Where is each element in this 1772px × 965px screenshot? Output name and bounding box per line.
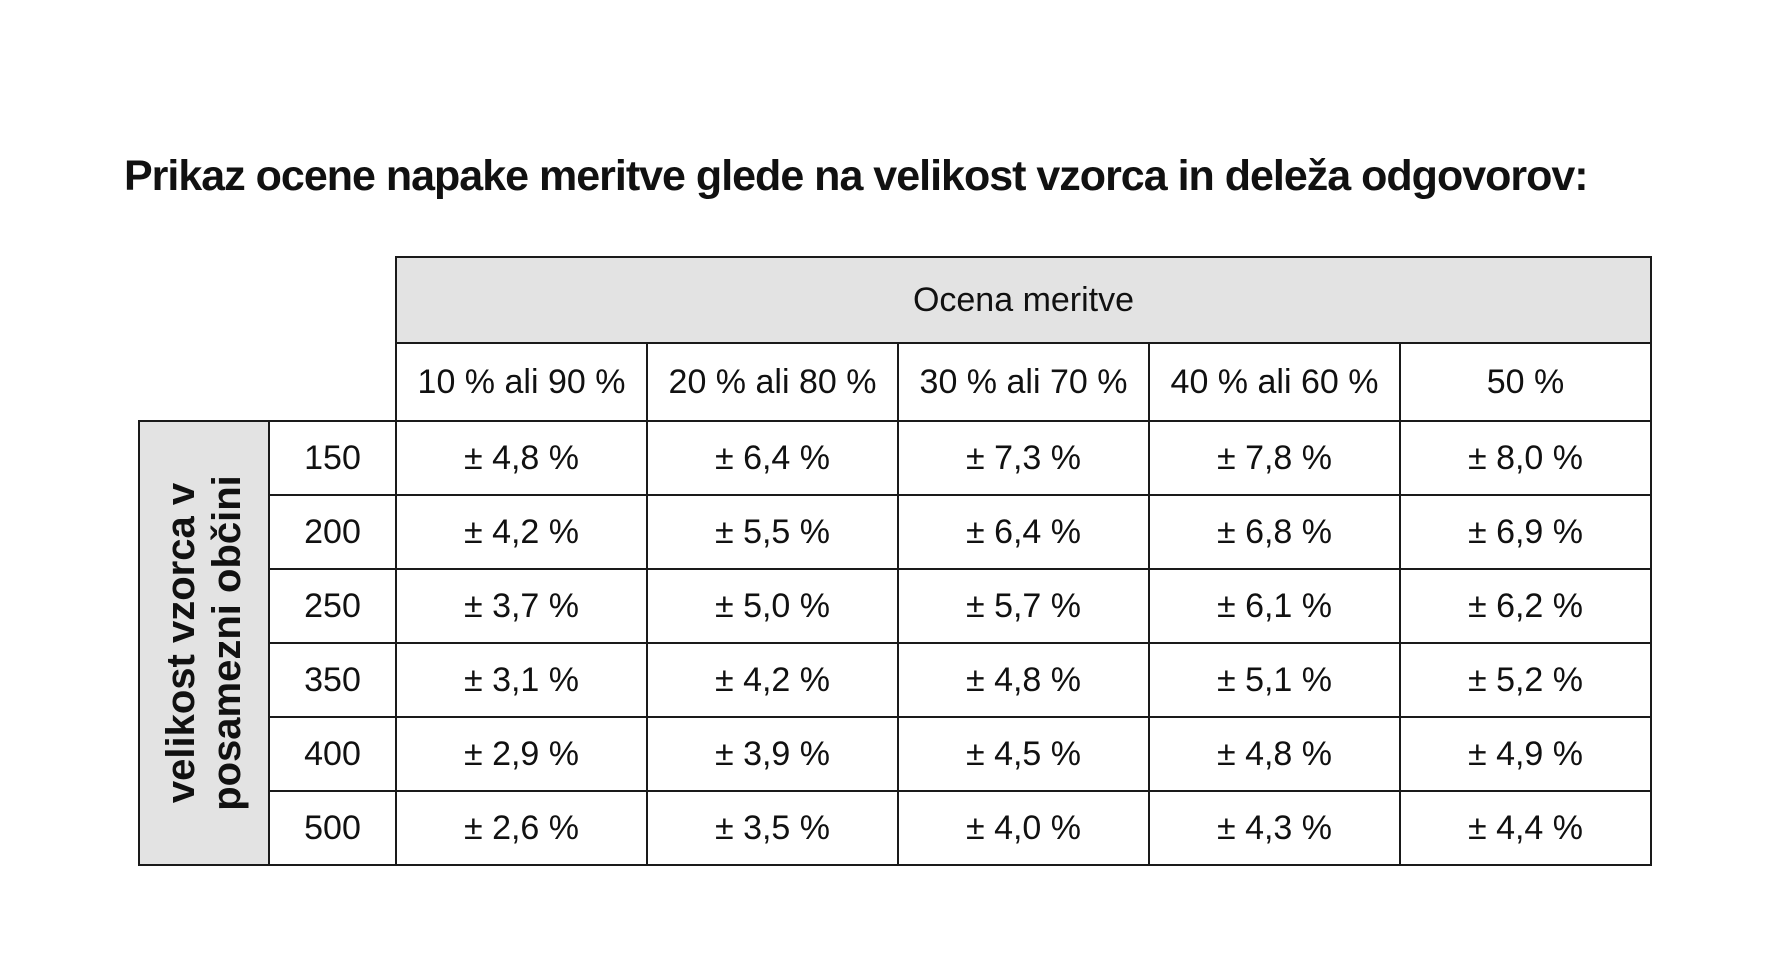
table-cell: ± 5,5 % — [647, 495, 898, 569]
table-cell: ± 5,2 % — [1400, 643, 1651, 717]
table-cell: ± 6,4 % — [898, 495, 1149, 569]
table-cell: ± 6,1 % — [1149, 569, 1400, 643]
table-cell: ± 7,3 % — [898, 421, 1149, 495]
row-group-label-text — [158, 475, 250, 811]
table-cell: ± 3,5 % — [647, 791, 898, 865]
table-cell: ± 2,6 % — [396, 791, 647, 865]
row-label: 250 — [269, 569, 396, 643]
error-estimate-table-wrapper — [138, 256, 1652, 866]
row-label: 500 — [269, 791, 396, 865]
table-cell: ± 6,8 % — [1149, 495, 1400, 569]
row-group-label — [139, 421, 269, 865]
table-cell: ± 5,0 % — [647, 569, 898, 643]
column-header: 10 % ali 90 % — [396, 343, 647, 421]
table-cell: ± 4,5 % — [898, 717, 1149, 791]
column-header: 40 % ali 60 % — [1149, 343, 1400, 421]
table-cell: ± 4,9 % — [1400, 717, 1651, 791]
page-title: Prikaz ocene napake meritve glede na velikost vzorca in deleža odgovorov: — [124, 152, 1588, 200]
column-header: 30 % ali 70 % — [898, 343, 1149, 421]
table-cell: ± 2,9 % — [396, 717, 647, 791]
table-cell: ± 3,7 % — [396, 569, 647, 643]
table-cell: ± 4,3 % — [1149, 791, 1400, 865]
row-label: 200 — [269, 495, 396, 569]
table-cell: ± 4,8 % — [396, 421, 647, 495]
row-label: 400 — [269, 717, 396, 791]
table-cell: ± 4,8 % — [1149, 717, 1400, 791]
table-cell: ± 5,1 % — [1149, 643, 1400, 717]
table-cell: ± 4,2 % — [647, 643, 898, 717]
row-group-label-line2: posamezni občini — [205, 475, 249, 811]
row-label: 150 — [269, 421, 396, 495]
table-cell: ± 6,4 % — [647, 421, 898, 495]
column-header: 50 % — [1400, 343, 1651, 421]
table-cell: ± 4,8 % — [898, 643, 1149, 717]
table-cell: ± 4,0 % — [898, 791, 1149, 865]
group-header: Ocena meritve — [396, 257, 1651, 343]
corner-blank — [139, 257, 396, 343]
table-cell: ± 3,1 % — [396, 643, 647, 717]
table-cell: ± 4,2 % — [396, 495, 647, 569]
row-group-label-line1: velikost vzorca v — [159, 482, 203, 804]
table-cell: ± 5,7 % — [898, 569, 1149, 643]
error-estimate-table — [138, 256, 1652, 866]
table-cell: ± 6,2 % — [1400, 569, 1651, 643]
column-header: 20 % ali 80 % — [647, 343, 898, 421]
corner-blank-2 — [139, 343, 396, 421]
table-cell: ± 6,9 % — [1400, 495, 1651, 569]
table-cell: ± 8,0 % — [1400, 421, 1651, 495]
row-label: 350 — [269, 643, 396, 717]
table-cell: ± 7,8 % — [1149, 421, 1400, 495]
table-cell: ± 4,4 % — [1400, 791, 1651, 865]
table-cell: ± 3,9 % — [647, 717, 898, 791]
